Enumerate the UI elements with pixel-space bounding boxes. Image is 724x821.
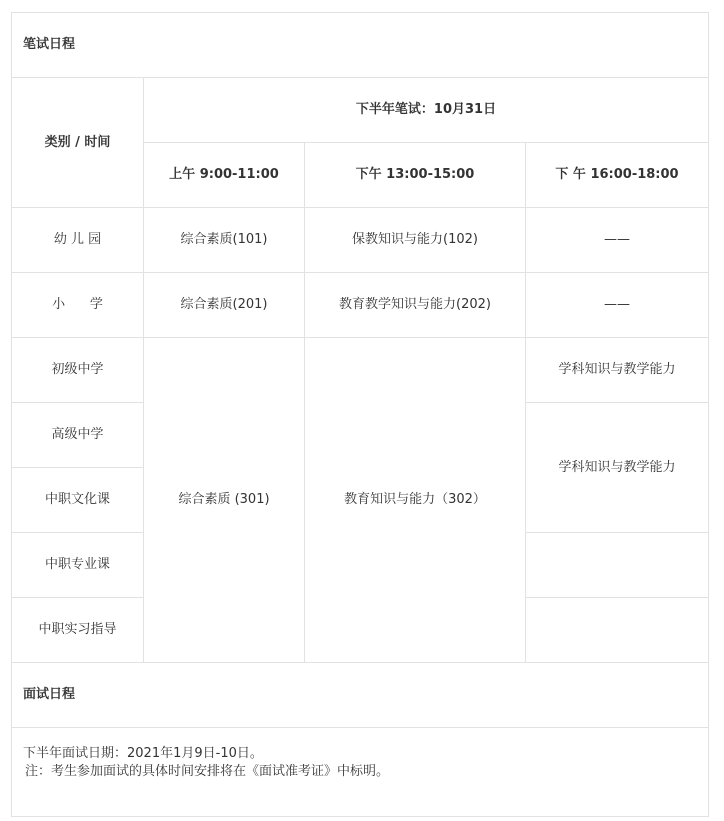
interview-note-line: 注：考生参加面试的具体时间安排将在《面试准考证》中标明。 [25,764,390,779]
session-late-header: 下 午 16:00-18:00 [526,143,709,208]
category-vocational-major: 中职专业课 [12,533,144,598]
category-primary: 小 学 [12,273,144,338]
exam-date-header: 下半年笔试：10月31日 [144,78,709,143]
written-section-row [12,13,709,78]
category-vocational-practice: 中职实习指导 [12,598,144,663]
exam-schedule-table [11,12,709,817]
cell-kindergarten-afternoon: 保教知识与能力(102) [305,208,526,273]
header-row-date [12,78,709,143]
cell-kindergarten-morning: 综合素质(101) [144,208,305,273]
cell-secondary-morning: 综合素质 (301) [144,338,305,663]
category-junior-middle: 初级中学 [12,338,144,403]
cell-primary-morning: 综合素质(201) [144,273,305,338]
interview-section-title: 面试日程 [12,663,709,728]
cell-primary-afternoon: 教育教学知识与能力(202) [305,273,526,338]
cell-primary-late: —— [526,273,709,338]
session-afternoon-header: 下午 13:00-15:00 [305,143,526,208]
cell-secondary-afternoon: 教育知识与能力（302） [305,338,526,663]
table-row [12,273,709,338]
cell-vocational-major-late [526,533,709,598]
interview-notes-cell [12,728,709,817]
category-kindergarten: 幼 儿 园 [12,208,144,273]
session-morning-header: 上午 9:00-11:00 [144,143,305,208]
category-vocational-culture: 中职文化课 [12,468,144,533]
interview-notes-row [12,728,709,817]
cell-senior-high-late: 学科知识与教学能力 [526,403,709,533]
category-senior-high: 高级中学 [12,403,144,468]
table-row [12,208,709,273]
cell-kindergarten-late: —— [526,208,709,273]
table-row [12,338,709,403]
interview-date-line: 下半年面试日期：2021年1月9日-10日。 [23,746,263,761]
interview-section-row [12,663,709,728]
category-time-header: 类别 / 时间 [12,78,144,208]
written-section-title: 笔试日程 [12,13,709,78]
cell-vocational-practice-late [526,598,709,663]
cell-junior-middle-late: 学科知识与教学能力 [526,338,709,403]
